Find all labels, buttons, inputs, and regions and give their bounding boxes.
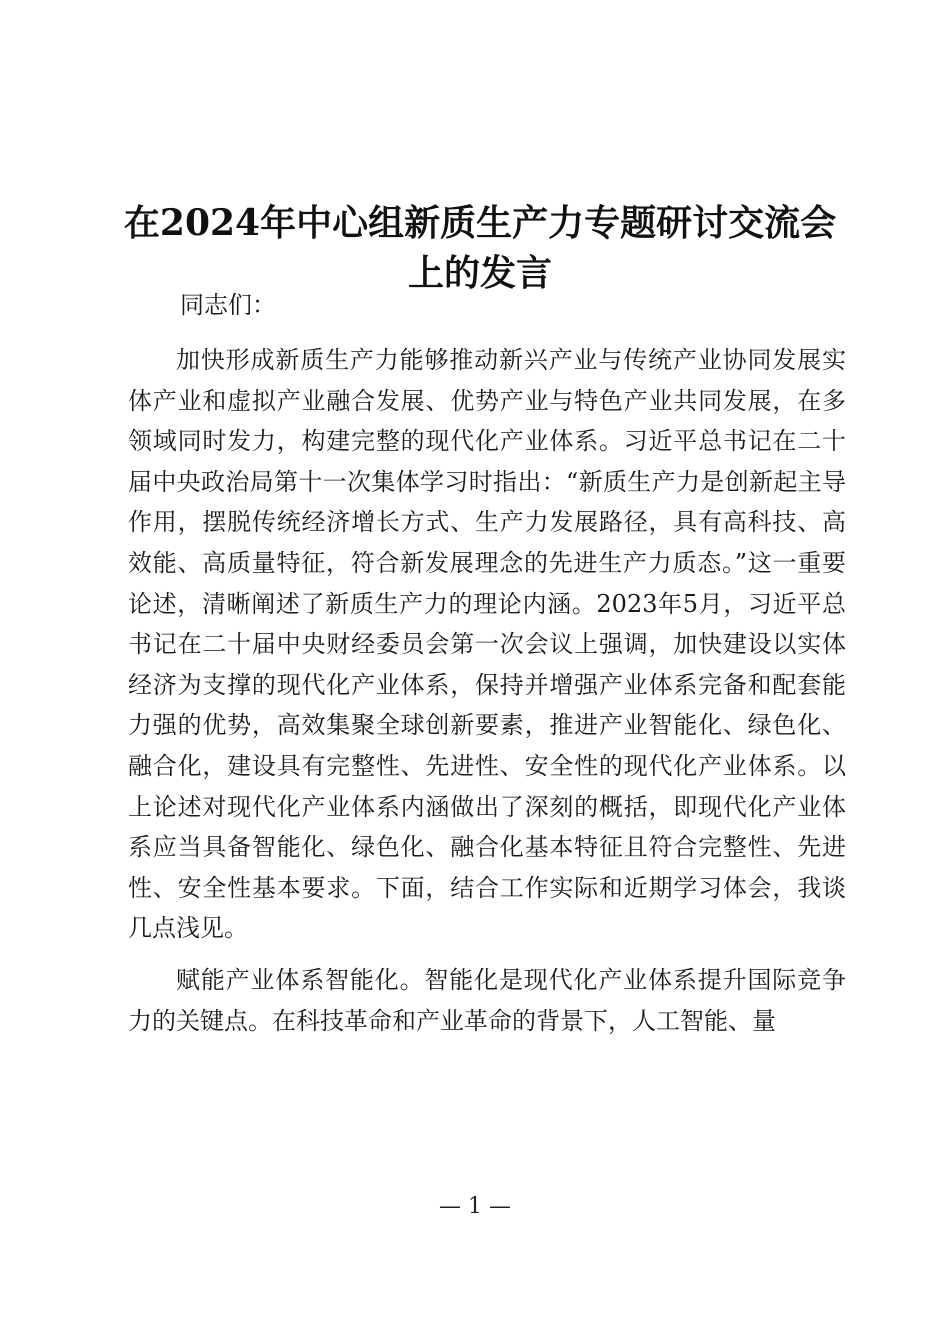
paragraph-intelligent: 赋能产业体系智能化。智能化是现代化产业体系提升国际竞争力的关键点。在科技革命和产业革命的背景下，人工智能、量 [128,965,846,1035]
paragraph-intro: 加快形成新质生产力能够推动新兴产业与传统产业协同发展实体产业和虚拟产业融合发展、优势产业与特色产业共同发展，在多领域同时发力，构建完整的现代化产业体系。习近平总书记在二十届中央政治局第十一次集体学习时指出：“新质生产力是创新起主导作用，摆脱传统经济增长方式、生产力发展路径，具有高科技、高效能、高质量特征，符合新发展理念的先进生产力质态。”这一重要论述，清晰阐述了新质生产力的理论内涵。2023年5月，习近平总书记在二十届中央财经委员会第一次会议上强调，加快建设以实体经济为支撑的现代化产业体系，保持并增强产业体系完备和配套能力强的优势，高效集聚全球创新要素，推进产业智能化、绿色化、融合化，建设具有完整性、先进性、安全性的现代化产业体系。以上论述对现代化产业体系内涵做出了深刻的概括，即现代化产业体系应当具备智能化、绿色化、融合化基本特征且符合完整性、先进性、安全性基本要求。下面，结合工作实际和近期学习体会，我谈几点浅见。 [128,346,846,943]
document-body [128,340,846,1052]
salutation: 同志们： [180,291,276,319]
document-title: 在2024年中心组新质生产力专题研讨交流会上的发言 [123,202,837,295]
page-number: — 1 — [439,1194,511,1219]
